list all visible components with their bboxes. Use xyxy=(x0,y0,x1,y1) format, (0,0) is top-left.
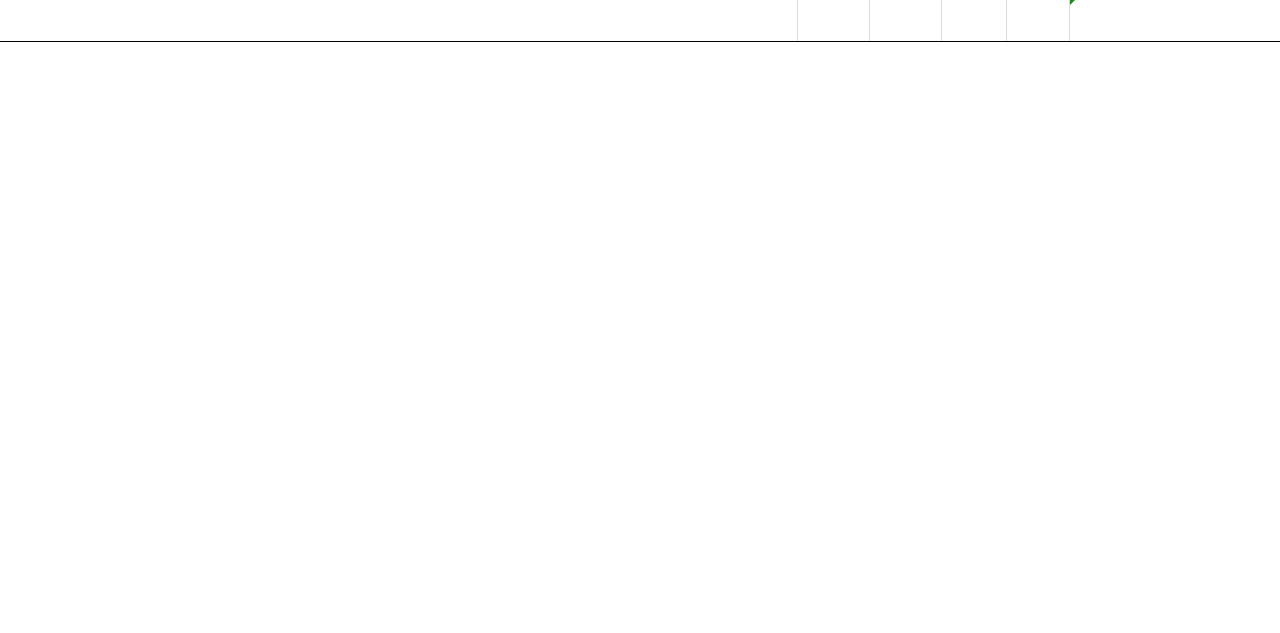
report-header xyxy=(0,0,1280,42)
grid-line xyxy=(1006,0,1007,41)
grid-line xyxy=(869,0,870,41)
cell-comment-marker xyxy=(1070,0,1075,5)
grid-line xyxy=(941,0,942,41)
grid-line xyxy=(797,0,798,41)
grid-line xyxy=(1069,0,1070,41)
